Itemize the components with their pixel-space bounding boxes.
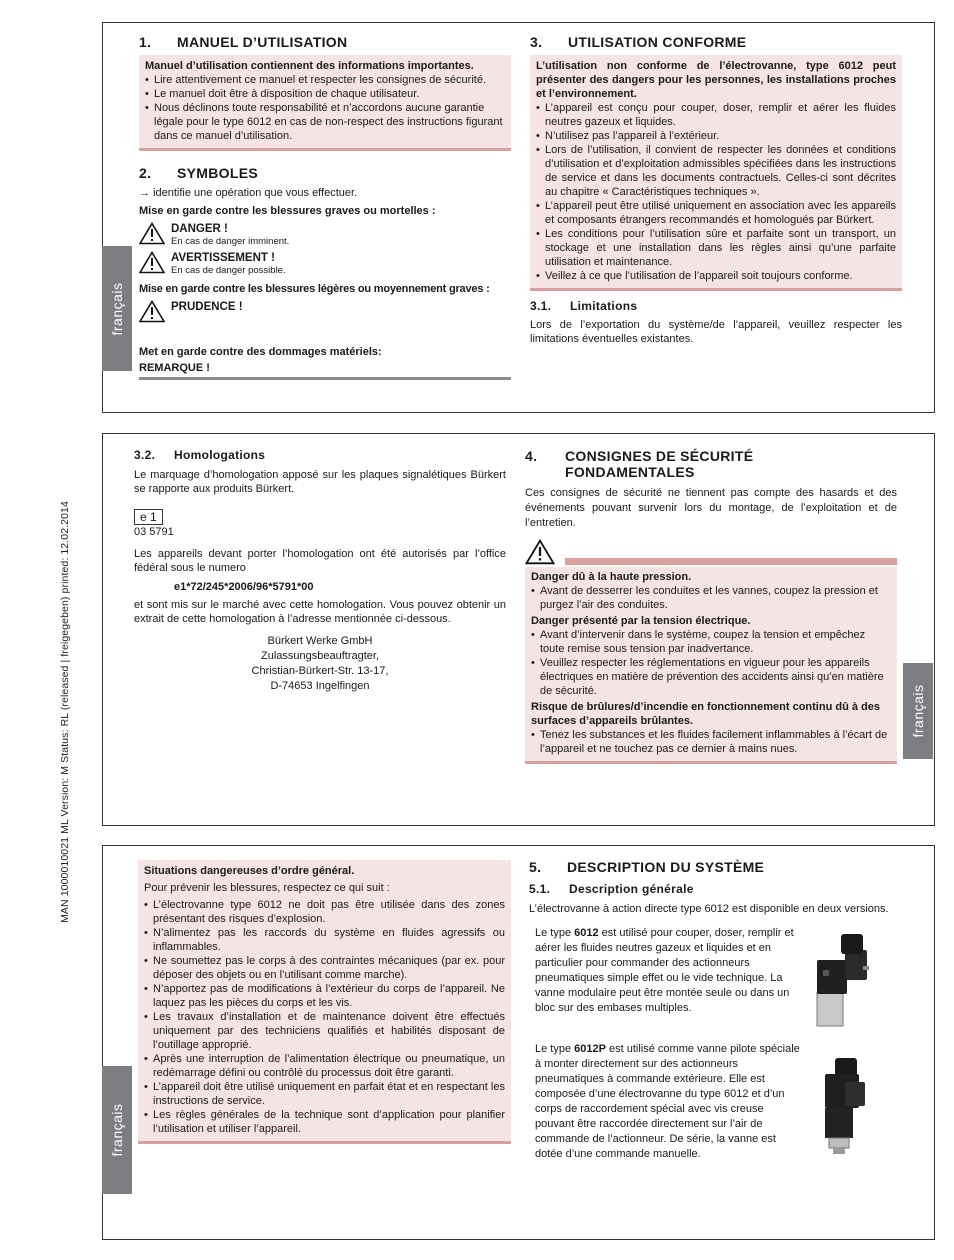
subsection-heading: 3.2. Homologations	[134, 448, 266, 462]
approval-number: e1*72/245*2006/96*5791*00	[174, 581, 314, 593]
usage-warning-box	[530, 55, 902, 291]
list-item: • L’électrovanne type 6012 ne doit pas être utilisée dans des zones présentant des risques d’explosion.	[144, 898, 505, 926]
list-item: • N’alimentez pas les raccords du système en fluides agressifs ou inflammables.	[144, 926, 505, 954]
section-3-column	[530, 35, 902, 346]
list-item: • L’appareil doit être utilisé uniquement en parfait état et en respectant les instructions de service.	[144, 1080, 505, 1108]
list-item: • Les travaux d’installation et de maintenance doivent être effectués uniquement par des techniciens qualifiés et habilités disposant de l’outillage approprié.	[144, 1010, 505, 1052]
bullet-list	[531, 584, 891, 612]
section-heading: 1. MANUEL D’UTILISATION	[139, 34, 348, 50]
list-item: • Nous déclinons toute responsabilité et n’accordons aucune garantie légale pour le type 6012 en cas de non-respect des instructions figurant dans ce manuel d’utilisation.	[145, 101, 505, 143]
list-item: • Veillez à ce que l’utilisation de l’appareil soit toujours conforme.	[536, 269, 896, 283]
section-heading: 4. CONSIGNES DE SÉCURITÉ FONDAMENTALES	[525, 448, 754, 480]
address-line: Bürkert Werke GmbH	[267, 635, 373, 647]
bullet-list	[536, 101, 896, 283]
list-item: • Le manuel doit être à disposition de chaque utilisateur.	[145, 87, 505, 101]
section-heading: 5. DESCRIPTION DU SYSTÈME	[529, 859, 765, 875]
valve-6012-image	[811, 930, 875, 1028]
danger-title: Danger présenté par la tension électrique.	[531, 615, 751, 627]
bullet-list	[531, 628, 891, 698]
valve-6012p-image	[815, 1056, 871, 1156]
list-item: • Lire attentivement ce manuel et respecter les consignes de sécurité.	[145, 73, 505, 87]
document-status-line: MAN 1000010021 ML Version: M Status: RL (released | freigegeben) printed: 12.02.2014	[59, 501, 71, 923]
language-tab: français	[903, 663, 933, 759]
page-panel-2	[102, 433, 935, 826]
type-6012p-text: Le type 6012P est utilisé comme vanne pilote spéciale à monter directement sur des actionneurs pneumatiques à commande extérieure. Elle est composée d’une électrovanne du type 6012 et d’un corps de raccordement spécial avec vis creuse pouvant être raccordée directement sur l’air de commande de l’actionneur. De série, la vanne est dotée d’une commande manuelle.	[535, 1043, 800, 1160]
remarque-label: REMARQUE !	[139, 361, 511, 380]
section-1-column	[139, 35, 511, 380]
list-item: • Tenez les substances et les fluides facilement inflammables à l’écart de l’appareil et ne touchez pas ce dernier à mains nues.	[531, 728, 891, 756]
warning-triangle-icon	[525, 539, 555, 565]
list-item: • Avant de desserrer les conduites et les vannes, coupez la pression et purgez l’air des conduites.	[531, 584, 891, 612]
bullet-list	[145, 73, 505, 143]
danger-symbol-row: DANGER ! En cas de danger imminent.	[139, 222, 511, 248]
box-title: L’utilisation non conforme de l’électrovanne, type 6012 peut présenter des dangers pour les personnes, les installations proches et l’environnement.	[536, 60, 896, 100]
important-info-box	[139, 55, 511, 151]
subsection-heading: 3.1. Limitations	[530, 299, 638, 313]
section-5-column	[529, 860, 901, 1164]
avertissement-symbol-row: AVERTISSEMENT ! En cas de danger possible.	[139, 251, 511, 277]
list-item: • Les règles générales de la technique sont d’application pour planifier l’utilisation et utiliser l’appareil.	[144, 1108, 505, 1136]
address-line: Zulassungsbeauftragter,	[260, 650, 380, 662]
section-heading: 3. UTILISATION CONFORME	[530, 34, 747, 50]
warning-triangle-icon	[139, 251, 165, 274]
arrow-icon: →	[139, 187, 150, 199]
description-intro: L’électrovanne à action directe type 6012 est disponible en deux versions.	[529, 903, 889, 915]
type-6012p-block	[529, 1042, 901, 1164]
warning-triangle-icon	[139, 300, 165, 323]
section-4-column	[525, 448, 897, 764]
address-block	[134, 634, 506, 694]
general-dangers-column	[138, 860, 511, 1144]
box-title: Manuel d’utilisation contiennent des informations importantes.	[145, 60, 474, 72]
language-tab: français	[102, 246, 132, 371]
list-item: • Ne soumettez pas le corps à des contraintes mécaniques (par ex. pour déposer des objets ou en l’utilisant comme marche).	[144, 954, 505, 982]
address-line: D-74653 Ingelfingen	[270, 680, 370, 692]
safety-intro: Ces consignes de sécurité ne tiennent pas compte des hasards et des événements pouvant survenir lors du montage, de l’exploitation et de l’entretien.	[525, 487, 897, 529]
homologation-intro: Le marquage d’homologation apposé sur les plaques signalétiques Bürkert se rapporte aux produits Bürkert.	[134, 469, 506, 495]
box-title: Situations dangereuses d’ordre général.	[144, 865, 355, 877]
warning-heading: Mise en garde contre les blessures graves ou mortelles :	[139, 205, 436, 217]
list-item: • Lors de l’utilisation, il convient de respecter les données et conditions d’utilisation et d’exploitation admissibles spécifiées dans les instructions de service et dans les documents contractuels. Celles-ci sont décrites au chapitre « Caractéristiques techniques ».	[536, 143, 896, 199]
warning-triangle-icon	[139, 222, 165, 245]
list-item: • Veuillez respecter les réglementations en vigueur pour les appareils électriques en matière de prévention des accidents ainsi qu’en matière de sécurité.	[531, 656, 891, 698]
list-item: • L’appareil est conçu pour couper, doser, remplir et aérer les fluides neutres gazeux et liquides.	[536, 101, 896, 129]
approval-mark: e 1	[134, 509, 506, 525]
section-3-2-column	[134, 448, 506, 694]
type-6012-block	[529, 926, 901, 1034]
list-item: • Après une interruption de l’alimentation électrique ou pneumatique, un redémarrage défini ou contrôlé du processus doit être garanti.	[144, 1052, 505, 1080]
list-item: • Avant d’intervenir dans le système, coupez la tension et empêchez toute remise sous tension par inadvertance.	[531, 628, 891, 656]
list-item: • N’utilisez pas l’appareil à l’extérieur.	[536, 129, 896, 143]
prudence-symbol-row: PRUDENCE !	[139, 300, 511, 323]
language-tab: français	[102, 1066, 132, 1194]
material-heading: Met en garde contre des dommages matériels:	[139, 346, 382, 358]
bullet-list	[531, 728, 891, 756]
homologation-text: Les appareils devant porter l’homologation ont été autorisés par l’office fédéral sous le numero	[134, 548, 506, 574]
box-intro: Pour prévenir les blessures, respectez ce qui suit :	[144, 882, 390, 894]
danger-title: Risque de brûlures/d’incendie en fonctionnement continu dû à des surfaces d’appareils brûlantes.	[531, 701, 880, 727]
danger-title: Danger dû à la haute pression.	[531, 571, 692, 583]
list-item: • Les conditions pour l’utilisation sûre et parfaite sont un transport, un stockage et une installation dans les règles ainsi qu’une parfaite utilisation et maintenance.	[536, 227, 896, 269]
approval-mark-number: 03 5791	[134, 526, 174, 538]
warning-heading: Mise en garde contre les blessures légères ou moyennement graves :	[139, 283, 490, 295]
subsection-heading: 5.1. Description générale	[529, 882, 694, 896]
section-heading: 2. SYMBOLES	[139, 165, 258, 181]
list-item: • N’apportez pas de modifications à l’extérieur du corps de l’appareil. Ne laquez pas les pièces du corps et les vis.	[144, 982, 505, 1010]
limitations-text: Lors de l’exportation du système/de l’appareil, veuillez respecter les limitations éventuelles existantes.	[530, 319, 902, 345]
arrow-line: → identifie une opération que vous effectuer.	[139, 187, 358, 199]
page-panel-3	[102, 845, 935, 1240]
safety-instructions-box	[525, 567, 897, 764]
general-dangers-box	[138, 860, 511, 1144]
homologation-text: et sont mis sur le marché avec cette homologation. Vous pouvez obtenir un extrait de cette homologation à l’adresse mentionnée ci-dessous.	[134, 599, 506, 625]
address-line: Christian-Bürkert-Str. 13-17,	[251, 665, 389, 677]
safety-warning-header	[525, 539, 897, 567]
bullet-list	[144, 898, 505, 1136]
type-6012-text: Le type 6012 est utilisé pour couper, doser, remplir et aérer les fluides neutres gazeux et liquides et en particulier pour commander des actionneurs pneumatiques simple effet ou le vide technique. La vanne modulaire peut être montée seule ou dans un bloc sur des embases multiples.	[535, 927, 794, 1014]
page-panel-1	[102, 22, 935, 413]
list-item: • L’appareil peut être utilisé uniquement en association avec les appareils et composants étrangers recommandés et homologués par Bürkert.	[536, 199, 896, 227]
